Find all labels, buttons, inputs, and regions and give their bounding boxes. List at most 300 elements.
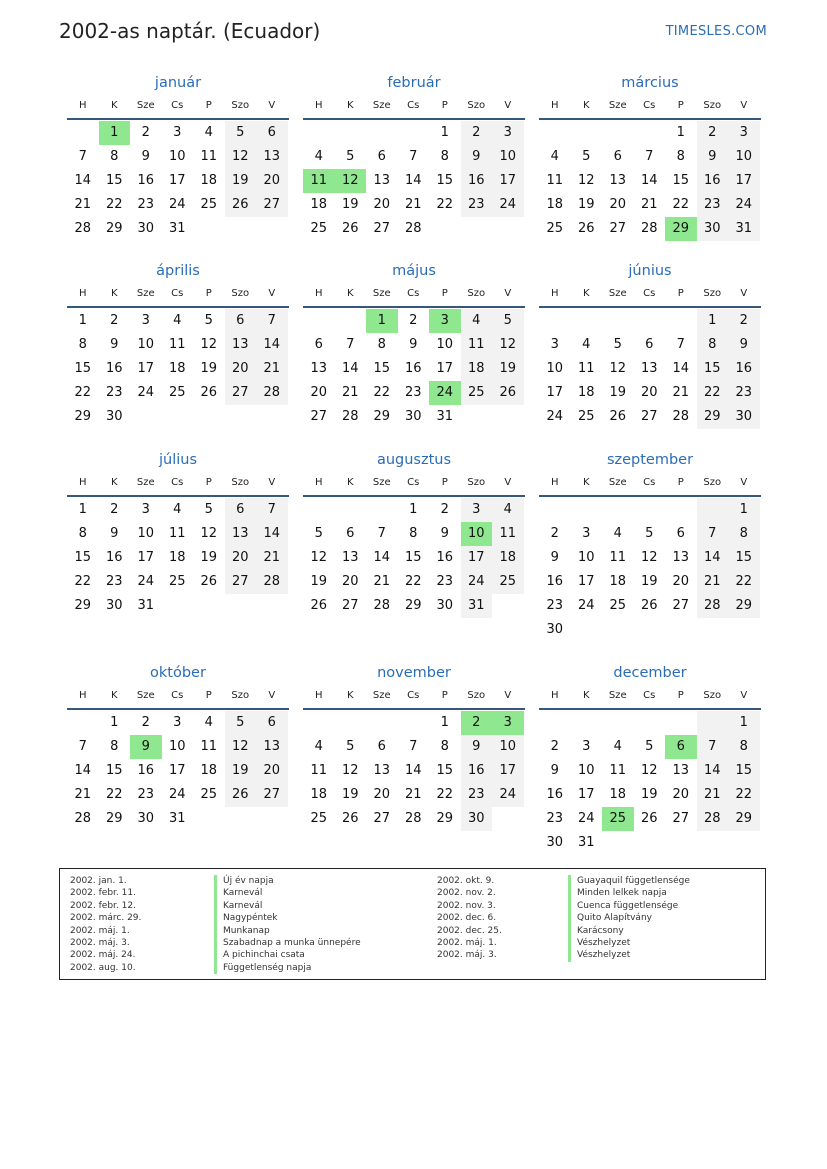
day-cell: 20 [225,546,257,570]
day-cell: 3 [141,502,150,517]
day-cell: 10 [577,550,595,565]
day-cell: 12 [640,550,658,565]
day-cell: 22 [436,787,454,802]
day-grid [539,711,761,855]
day-cell: 6 [256,121,288,145]
day-cell: 8 [697,333,729,357]
day-cell: 25 [461,381,493,405]
day-cell: 29 [105,811,123,826]
weekday-label: K [110,690,118,701]
day-cell: 23 [546,598,564,613]
day-cell: 28 [640,221,658,236]
day-cell: 4 [173,502,182,517]
empty-day-cell [665,498,697,522]
month-block [539,449,761,642]
day-grid [539,121,761,241]
day-cell: 21 [341,385,359,400]
day-cell: 31 [168,221,186,236]
weekday-label: Szo [467,100,486,111]
weekday-label: Sze [608,477,627,488]
empty-day-cell [539,309,571,333]
day-cell: 16 [436,550,454,565]
day-cell: 7 [645,149,654,164]
day-cell: 19 [492,357,524,381]
weekday-label: Sze [136,100,155,111]
day-cell: 19 [609,385,627,400]
day-cell: 7 [78,149,87,164]
day-cell: 6 [346,526,355,541]
day-cell: 14 [256,333,288,357]
day-cell: 30 [728,405,760,429]
day-cell: 21 [256,546,288,570]
day-cell: 14 [341,361,359,376]
day-cell: 6 [377,149,386,164]
day-cell: 12 [200,337,218,352]
day-cell: 22 [728,783,760,807]
weekday-label: H [314,690,323,701]
day-cell: 12 [310,550,328,565]
month-name: február [387,75,441,91]
legend-holiday-name: Minden lelkek napja [568,887,690,899]
day-cell: 5 [346,149,355,164]
day-cell: 7 [346,337,355,352]
day-cell: 20 [341,574,359,589]
weekday-label: Cs [643,690,656,701]
weekday-label: Sze [136,288,155,299]
weekday-label: V [268,690,276,701]
day-cell: 13 [373,173,391,188]
day-cell: 1 [676,125,685,140]
legend-holiday-name: A pichinchai csata [214,949,361,961]
day-cell: 2 [110,502,119,517]
day-cell: 23 [697,193,729,217]
legend-names-left [214,875,361,974]
day-cell: 10 [168,739,186,754]
empty-day-cell [366,498,398,522]
weekday-label: V [504,100,512,111]
empty-day-cell [634,309,666,333]
day-cell: 28 [74,811,92,826]
day-cell: 24 [461,570,493,594]
day-cell: 23 [105,385,123,400]
holiday-day-cell: 1 [366,309,398,333]
day-cell: 21 [697,570,729,594]
weekday-label: K [582,477,590,488]
month-name: szeptember [606,452,694,468]
day-cell: 6 [225,309,257,333]
weekday-label: Cs [171,288,184,299]
day-cell: 2 [409,313,418,328]
day-cell: 11 [609,550,627,565]
day-cell: 12 [225,145,257,169]
day-cell: 30 [137,221,155,236]
day-cell: 5 [613,337,622,352]
weekday-label: Szo [467,477,486,488]
day-cell: 3 [461,498,493,522]
weekday-label: Sze [372,100,391,111]
day-cell: 21 [404,197,422,212]
weekday-header [539,684,761,710]
day-cell: 14 [373,550,391,565]
day-cell: 2 [461,121,493,145]
day-cell: 28 [74,221,92,236]
day-cell: 19 [200,361,218,376]
weekday-label: Sze [136,477,155,488]
weekday-header [303,684,525,710]
day-cell: 13 [310,361,328,376]
day-cell: 26 [640,598,658,613]
day-cell: 8 [78,337,87,352]
weekday-label: P [205,100,212,111]
weekday-header [67,94,289,120]
day-cell: 22 [74,574,92,589]
legend-date: 2002. nov. 2. [437,888,496,899]
day-cell: 28 [697,807,729,831]
day-cell: 13 [225,522,257,546]
day-cell: 25 [200,787,218,802]
day-cell: 23 [137,197,155,212]
day-cell: 20 [373,787,391,802]
day-cell: 9 [440,526,449,541]
day-cell: 23 [461,193,493,217]
day-cell: 9 [461,735,493,759]
legend-names-right [568,875,690,962]
day-cell: 27 [672,811,690,826]
day-cell: 24 [168,197,186,212]
holiday-day-cell: 24 [429,381,461,405]
day-cell: 15 [74,550,92,565]
day-cell: 28 [256,381,288,405]
day-cell: 22 [728,570,760,594]
day-cell: 20 [373,197,391,212]
day-cell: 11 [577,361,595,376]
weekday-label: Szo [231,690,250,701]
day-cell: 15 [74,361,92,376]
holiday-day-cell: 3 [429,309,461,333]
day-cell: 13 [609,173,627,188]
day-cell: 18 [461,357,493,381]
day-cell: 17 [577,787,595,802]
day-cell: 13 [256,145,288,169]
day-cell: 2 [141,715,150,730]
weekday-label: Cs [171,100,184,111]
day-cell: 8 [409,526,418,541]
day-cell: 19 [341,197,359,212]
month-block [539,260,761,429]
day-cell: 27 [373,811,391,826]
day-cell: 10 [492,735,524,759]
weekday-label: Sze [608,100,627,111]
day-cell: 28 [697,594,729,618]
weekday-header [303,282,525,308]
day-cell: 14 [74,763,92,778]
day-cell: 11 [609,763,627,778]
weekday-header [303,94,525,120]
weekday-label: P [677,100,684,111]
weekday-label: Szo [703,100,722,111]
day-cell: 11 [546,173,564,188]
month-block [303,662,525,831]
day-cell: 14 [640,173,658,188]
weekday-header [67,282,289,308]
day-cell: 2 [550,739,559,754]
day-cell: 31 [728,217,760,241]
day-cell: 12 [200,526,218,541]
weekday-label: P [677,477,684,488]
day-cell: 5 [346,739,355,754]
day-cell: 27 [225,381,257,405]
day-cell: 21 [697,783,729,807]
month-name: április [156,263,200,279]
day-cell: 28 [672,409,690,424]
day-cell: 17 [546,385,564,400]
day-cell: 4 [173,313,182,328]
day-cell: 9 [110,526,119,541]
day-cell: 1 [78,502,87,517]
day-cell: 16 [546,787,564,802]
empty-day-cell [602,309,634,333]
weekday-header [303,471,525,497]
weekday-label: Cs [643,477,656,488]
weekday-label: H [314,100,323,111]
empty-day-cell [539,498,571,522]
weekday-label: Cs [643,100,656,111]
day-cell: 13 [373,763,391,778]
weekday-label: P [677,288,684,299]
empty-day-cell [303,498,335,522]
day-cell: 5 [225,711,257,735]
empty-day-cell [366,121,398,145]
day-cell: 14 [74,173,92,188]
weekday-label: V [504,477,512,488]
weekday-label: H [550,477,559,488]
day-cell: 16 [461,759,493,783]
month-block [67,260,289,429]
day-cell: 18 [168,361,186,376]
day-cell: 7 [409,739,418,754]
day-cell: 23 [137,787,155,802]
day-cell: 8 [440,739,449,754]
weekday-label: Szo [467,288,486,299]
weekday-label: H [78,288,87,299]
day-cell: 1 [697,309,729,333]
day-cell: 10 [168,149,186,164]
day-cell: 23 [546,811,564,826]
day-cell: 6 [676,526,685,541]
day-cell: 19 [577,197,595,212]
day-cell: 16 [697,169,729,193]
day-cell: 26 [310,598,328,613]
day-cell: 21 [256,357,288,381]
day-grid [303,711,525,831]
empty-day-cell [602,121,634,145]
day-cell: 18 [168,550,186,565]
day-cell: 17 [168,763,186,778]
day-cell: 27 [256,783,288,807]
day-cell: 8 [676,149,685,164]
day-cell: 26 [640,811,658,826]
day-cell: 17 [577,574,595,589]
empty-day-cell [665,309,697,333]
day-cell: 26 [225,193,257,217]
weekday-label: Szo [231,477,250,488]
legend-date: 2002. máj. 1. [70,925,130,936]
day-cell: 22 [105,197,123,212]
weekday-label: H [314,288,323,299]
day-cell: 9 [728,333,760,357]
weekday-label: Szo [467,690,486,701]
day-cell: 6 [377,739,386,754]
day-cell: 18 [609,787,627,802]
day-cell: 26 [577,221,595,236]
day-cell: 21 [404,787,422,802]
legend-holiday-name: Vészhelyzet [568,937,690,949]
day-cell: 5 [204,313,213,328]
day-cell: 14 [697,759,729,783]
weekday-label: K [110,477,118,488]
holiday-day-cell: 2 [461,711,493,735]
day-cell: 17 [168,173,186,188]
day-cell: 27 [640,409,658,424]
day-cell: 7 [78,739,87,754]
day-cell: 23 [461,783,493,807]
day-cell: 25 [310,811,328,826]
legend-date: 2002. dec. 25. [437,925,502,936]
legend-date: 2002. máj. 1. [437,937,497,948]
weekday-label: Sze [136,690,155,701]
legend-date: 2002. okt. 9. [437,876,495,886]
day-cell: 2 [550,526,559,541]
day-cell: 26 [225,783,257,807]
legend-date: 2002. aug. 10. [70,962,136,973]
day-cell: 2 [110,313,119,328]
day-cell: 5 [204,502,213,517]
day-cell: 13 [672,763,690,778]
day-cell: 12 [492,333,524,357]
day-cell: 17 [728,169,760,193]
day-cell: 22 [74,385,92,400]
day-cell: 10 [137,337,155,352]
day-cell: 22 [105,787,123,802]
day-cell: 19 [225,759,257,783]
day-cell: 9 [141,149,150,164]
day-cell: 4 [492,498,524,522]
day-cell: 4 [613,739,622,754]
holiday-legend [59,868,766,980]
weekday-label: V [740,100,748,111]
month-block [67,72,289,241]
day-cell: 30 [137,811,155,826]
legend-holiday-name: Guayaquil függetlensége [568,875,690,887]
day-cell: 2 [697,121,729,145]
day-cell: 21 [74,787,92,802]
weekday-label: Sze [372,288,391,299]
empty-day-cell [571,121,603,145]
day-cell: 14 [404,763,422,778]
day-cell: 23 [404,385,422,400]
day-cell: 3 [582,526,591,541]
brand-logo[interactable]: TIMESLES.COM [665,24,767,39]
day-cell: 5 [225,121,257,145]
month-block [539,72,761,241]
weekday-label: Sze [372,477,391,488]
weekday-label: K [582,100,590,111]
legend-date: 2002. jan. 1. [70,876,127,886]
day-cell: 20 [640,385,658,400]
empty-day-cell [665,711,697,735]
day-cell: 16 [461,169,493,193]
day-cell: 20 [310,385,328,400]
day-cell: 8 [110,149,119,164]
empty-day-cell [571,309,603,333]
month-block [303,72,525,241]
weekday-label: K [582,690,590,701]
empty-day-cell [303,309,335,333]
day-cell: 11 [200,739,218,754]
weekday-label: Cs [171,477,184,488]
holiday-day-cell: 3 [492,711,524,735]
day-cell: 4 [613,526,622,541]
day-grid [67,498,289,618]
day-cell: 15 [105,763,123,778]
weekday-label: Szo [231,100,250,111]
holiday-day-cell: 29 [665,217,697,241]
empty-day-cell [303,121,335,145]
weekday-label: Szo [703,288,722,299]
weekday-header [539,471,761,497]
month-name: március [621,75,679,91]
legend-date: 2002. máj. 3. [70,937,130,948]
day-cell: 8 [78,526,87,541]
day-cell: 6 [645,337,654,352]
day-grid [539,498,761,642]
empty-day-cell [398,711,430,735]
day-cell: 23 [436,574,454,589]
month-block [303,449,525,618]
empty-day-cell [571,711,603,735]
day-cell: 24 [492,193,524,217]
day-cell: 24 [546,409,564,424]
day-cell: 14 [404,173,422,188]
day-cell: 26 [609,409,627,424]
weekday-label: K [346,477,354,488]
empty-day-cell [335,309,367,333]
day-cell: 16 [404,361,422,376]
day-cell: 18 [546,197,564,212]
day-cell: 2 [141,125,150,140]
day-cell: 15 [105,173,123,188]
empty-day-cell [602,711,634,735]
day-cell: 18 [310,197,328,212]
day-cell: 15 [697,357,729,381]
day-cell: 18 [492,546,524,570]
weekday-header [67,471,289,497]
day-cell: 10 [728,145,760,169]
day-cell: 31 [168,811,186,826]
legend-holiday-name: Karnevál [214,887,361,899]
weekday-label: Szo [703,690,722,701]
day-cell: 25 [168,574,186,589]
day-cell: 14 [256,522,288,546]
day-grid [67,309,289,429]
weekday-label: H [550,100,559,111]
day-cell: 16 [105,550,123,565]
holiday-day-cell: 12 [335,169,367,193]
day-cell: 16 [105,361,123,376]
day-cell: 30 [546,622,564,637]
weekday-label: Szo [231,288,250,299]
weekday-label: V [268,100,276,111]
